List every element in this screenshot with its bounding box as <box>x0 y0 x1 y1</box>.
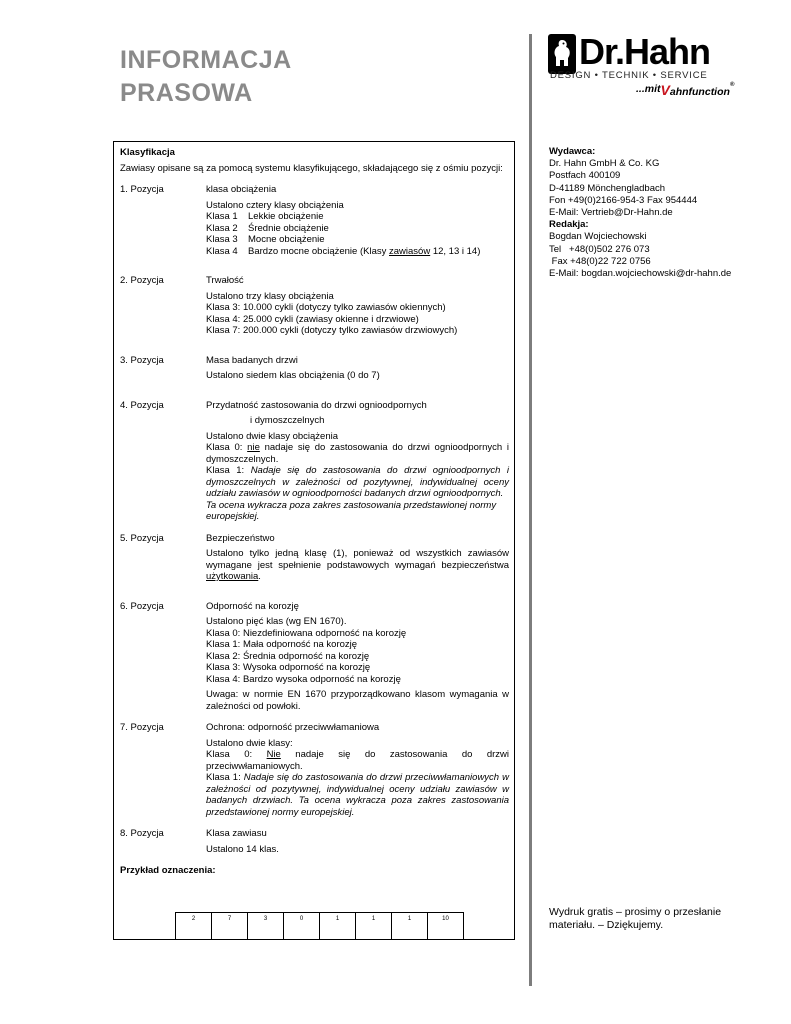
position-title: Trwałość <box>206 275 244 286</box>
slogan-v: V <box>660 82 670 98</box>
logo-wordmark: Dr.Hahn <box>579 31 711 72</box>
publisher-info <box>549 146 749 280</box>
class-line: Klasa 2: Średnia odporność na korozję <box>206 650 370 662</box>
position-title: Odporność na korozję <box>206 600 299 612</box>
class-desc-italic: Nadaje się do zastosowania do drzwi przeciwwłamaniowych w zależności od pozytywnej, indywidualnej oceny udziału zawiasów w badanych drzwiach. Ta ocena wykracza poza zakres zastosowania przedstawionej normy europejskiej. <box>206 772 509 818</box>
position-5 <box>120 533 509 583</box>
position-lead: Ustalono 14 klas. <box>206 843 279 855</box>
code-cell: 1 <box>392 913 428 940</box>
position-title: Masa badanych drzwi <box>206 354 298 366</box>
example-heading: Przykład oznaczenia: <box>120 865 216 876</box>
class-line: Klasa 4: 25.000 cykli (zawiasy okienne i drzwiowe) <box>206 313 419 325</box>
class-label: Klasa 2 <box>206 222 238 234</box>
rooster-logo-icon <box>548 34 576 74</box>
class-line: Klasa 7: 200.000 cykli (dotyczy tylko zawiasów drzwiowych) <box>206 325 458 336</box>
underlined-word: zawiasów <box>389 245 431 257</box>
position-number: 3. Pozycja <box>120 354 164 366</box>
class-desc: Średnie obciążenie <box>248 222 329 234</box>
position-title: Przydatność zastosowania do drzwi ognioodpornych <box>206 399 427 411</box>
class-note-italic: Ta ocena wykracza poza zakres zastosowania przedstawionej normy europejskiej. <box>206 499 497 522</box>
class-line: Klasa 3: 10.000 cykli (dotyczy tylko zawiasów okiennych) <box>206 302 446 313</box>
class-desc-italic: Nadaje się do zastosowania do drzwi ognioodpornych i dymoszczelnych w zależności od pozytywnej, indywidualnej oceny udziału zawiasów w ognioodporności badanych drzwi ognioodpornych. <box>206 465 509 499</box>
position-text: Ustalono tylko jedną klasę (1), ponieważ od wszystkich zawiasów wymagane jest spełnienie podstawowych wymagań bezpieczeństwa <box>206 548 509 571</box>
logo-slogan <box>636 82 734 98</box>
position-lead: Ustalono pięć klas (wg EN 1670). <box>206 616 347 627</box>
classification-box <box>113 141 515 940</box>
title-line-2: PRASOWA <box>120 79 253 107</box>
editor-email: E-Mail: bogdan.wojciechowski@dr-hahn.de <box>549 268 732 280</box>
underlined-word: użytkowania <box>206 571 259 582</box>
example-code-table <box>175 912 464 940</box>
class-desc: nadaje się do zastosowania do drzwi ognioodpornych i dymoszczelnych. <box>206 442 510 465</box>
class-label: Klasa 0: <box>206 749 267 760</box>
code-cell: 7 <box>212 913 248 940</box>
position-number: 8. Pozycja <box>120 828 164 839</box>
position-title: klasa obciążenia <box>206 184 277 195</box>
class-label: Klasa 0: <box>206 442 248 453</box>
code-cell: 0 <box>284 913 320 940</box>
position-3 <box>120 355 509 382</box>
editor-label: Redakja: <box>549 219 589 231</box>
class-line: Klasa 1: Mała odporność na korozję <box>206 639 358 650</box>
position-4 <box>120 400 509 523</box>
class-desc-end: 12, 13 i 14) <box>430 245 481 257</box>
class-line: Klasa 3: Wysoka odporność na korozję <box>206 662 371 673</box>
class-label: Klasa 1 <box>206 211 238 222</box>
code-cell: 2 <box>176 913 212 940</box>
underlined-word: Nie <box>266 749 281 760</box>
position-number: 2. Pozycja <box>120 275 164 286</box>
publisher-email: E-Mail: Vertrieb@Dr-Hahn.de <box>549 207 673 219</box>
position-6 <box>120 601 509 713</box>
publisher-line: Postfach 400109 <box>549 170 621 182</box>
class-desc: Bardzo mocne obciążenie (Klasy <box>248 245 389 257</box>
code-cell: 1 <box>356 913 392 940</box>
editor-line: Bogdan Wojciechowski <box>549 231 647 243</box>
class-desc: nadaje się do zastosowania do drzwi przeciwwłamaniowych. <box>206 749 510 772</box>
position-lead: Ustalono cztery klasy obciążenia <box>206 199 344 211</box>
slogan-registered: ® <box>729 82 735 88</box>
publisher-label: Wydawca: <box>549 146 596 157</box>
publisher-line: D-41189 Mönchengladbach <box>549 182 666 194</box>
code-cell: 10 <box>428 913 464 940</box>
class-label: Klasa 3 <box>206 234 238 245</box>
underlined-word: nie <box>247 442 260 453</box>
position-lead: Ustalono trzy klasy obciążenia <box>206 290 334 302</box>
class-line: Klasa 4: Bardzo wysoka odporność na korozję <box>206 673 401 685</box>
code-cell: 3 <box>248 913 284 940</box>
logo-tagline: DESIGN • TECHNIK • SERVICE <box>550 70 708 81</box>
class-label: Klasa 1: <box>206 772 244 783</box>
position-8 <box>120 828 509 855</box>
class-line: Klasa 0: Niezdefiniowana odporność na korozję <box>206 627 407 639</box>
editor-line: Fax +48(0)22 722 0756 <box>549 255 651 267</box>
position-2 <box>120 275 509 337</box>
position-text-end: . <box>258 571 261 582</box>
position-lead: Ustalono dwie klasy obciążenia <box>206 430 339 442</box>
slogan-rest: ahnfunction <box>669 86 730 98</box>
position-number: 4. Pozycja <box>120 399 164 411</box>
position-number: 7. Pozycja <box>120 722 164 733</box>
publisher-line: Fon +49(0)2166-954-3 Fax 954444 <box>549 194 698 206</box>
position-title-cont: i dymoszczelnych <box>250 415 325 426</box>
position-number: 5. Pozycja <box>120 532 164 544</box>
vertical-divider <box>529 34 532 986</box>
publisher-line: Dr. Hahn GmbH & Co. KG <box>549 158 660 170</box>
dr-hahn-logo <box>548 31 735 104</box>
code-cell: 1 <box>320 913 356 940</box>
position-1 <box>120 184 509 257</box>
position-title: Klasa zawiasu <box>206 828 267 839</box>
page-title <box>120 44 292 110</box>
position-number: 1. Pozycja <box>120 184 164 195</box>
position-number: 6. Pozycja <box>120 600 164 612</box>
editor-line: Tel +48(0)502 276 073 <box>549 243 650 255</box>
class-label: Klasa 4 <box>206 245 238 257</box>
class-desc: Lekkie obciążenie <box>248 211 324 222</box>
title-line-1: INFORMACJA <box>120 46 292 74</box>
slogan-mit: ...mit <box>636 83 661 95</box>
position-note: Uwaga: w normie EN 1670 przyporządkowano klasom wymagania w zależności od powłoki. <box>206 689 509 712</box>
section-heading: Klasyfikacja <box>120 147 175 158</box>
class-desc: Mocne obciążenie <box>248 234 325 245</box>
position-lead: Ustalono siedem klas obciążenia (0 do 7) <box>206 370 380 381</box>
position-title: Bezpieczeństwo <box>206 532 275 544</box>
position-7 <box>120 722 509 818</box>
class-label: Klasa 1: <box>206 465 251 476</box>
intro-text: Zawiasy opisane są za pomocą systemu klasyfikującego, składającego się z ośmiu pozycji: <box>120 162 503 174</box>
footer-note: Wydruk gratis – prosimy o przesłanie materiału. – Dziękujemy. <box>549 906 722 931</box>
position-lead: Ustalono dwie klasy: <box>206 737 293 749</box>
position-title: Ochrona: odporność przeciwwłamaniowa <box>206 722 380 733</box>
